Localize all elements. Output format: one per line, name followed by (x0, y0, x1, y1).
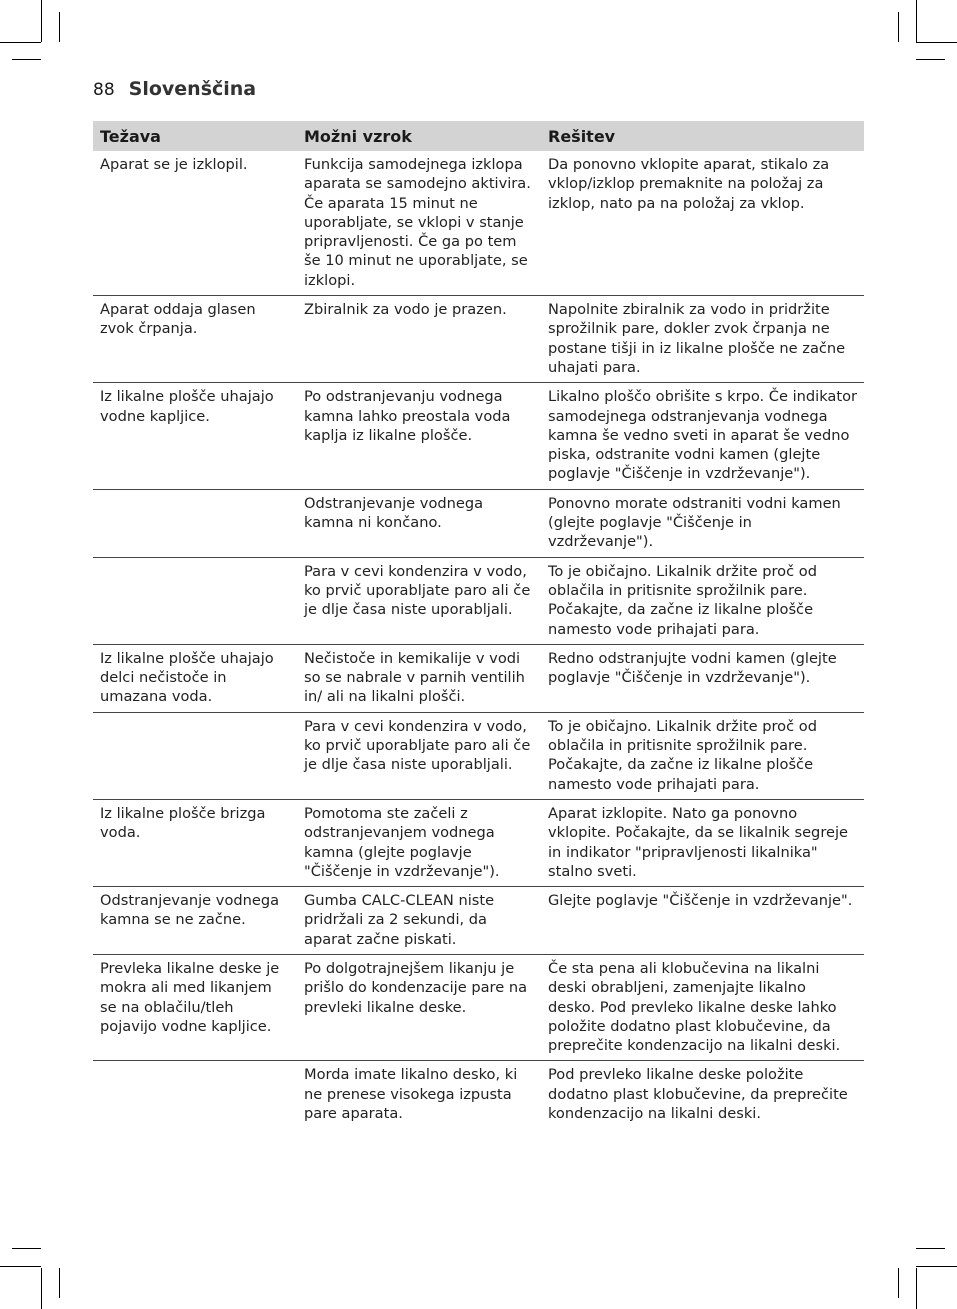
cell-cause: Para v cevi kondenzira v vodo, ko prvič uporabljate paro ali če je dlje časa niste uporabljali. (297, 712, 541, 799)
crop-mark (41, 0, 42, 42)
cell-problem: Prevleka likalne deske je mokra ali med likanjem se na oblačilu/tleh pojavijo vodne kapljice. (93, 954, 297, 1060)
cell-solution: Če sta pena ali klobučevina na likalni deski obrabljeni, zamenjajte likalno desko. Pod prevleko likalne deske lahko položite dodatno plast klobučevine, da preprečite kondenzacijo na likalni deski. (541, 954, 864, 1060)
cell-problem: Odstranjevanje vodnega kamna se ne začne. (93, 887, 297, 955)
crop-mark (898, 1268, 899, 1298)
cell-cause: Gumba CALC-CLEAN niste pridržali za 2 sekundi, da aparat začne piskati. (297, 887, 541, 955)
crop-mark (916, 42, 957, 43)
cell-solution: Aparat izklopite. Nato ga ponovno vklopite. Počakajte, da se likalnik segreje in indikator "pripravljenosti likalnika" stalno sveti. (541, 799, 864, 886)
cell-cause: Odstranjevanje vodnega kamna ni končano. (297, 489, 541, 557)
page-number: 88 (93, 80, 115, 100)
table-row (93, 296, 864, 383)
crop-mark (916, 1268, 917, 1309)
page-language-title: Slovenščina (128, 78, 257, 100)
table-row (93, 644, 864, 712)
cell-cause: Po dolgotrajnejšem likanju je prišlo do kondenzacije pare na prevleki likalne deske. (297, 954, 541, 1060)
cell-solution: Pod prevleko likalne deske položite dodatno plast klobučevine, da preprečite kondenzacijo na likalni deski. (541, 1061, 864, 1128)
crop-mark (12, 1248, 41, 1249)
cell-cause: Pomotoma ste začeli z odstranjevanjem vodnega kamna (glejte poglavje "Čiščenje in vzdrževanje"). (297, 799, 541, 886)
cell-cause: Para v cevi kondenzira v vodo, ko prvič uporabljate paro ali če je dlje časa niste uporabljali. (297, 557, 541, 644)
crop-mark (916, 59, 945, 60)
cell-solution: Ponovno morate odstraniti vodni kamen (glejte poglavje "Čiščenje in vzdrževanje"). (541, 489, 864, 557)
table-row (93, 954, 864, 1060)
cell-problem (93, 557, 297, 644)
table-row (93, 1061, 864, 1128)
table-row (93, 799, 864, 886)
cell-problem: Aparat oddaja glasen zvok črpanja. (93, 296, 297, 383)
cell-solution: Redno odstranjujte vodni kamen (glejte poglavje "Čiščenje in vzdrževanje"). (541, 644, 864, 712)
column-header-cause: Možni vzrok (297, 121, 541, 151)
crop-mark (898, 12, 899, 42)
crop-mark (59, 12, 60, 42)
cell-cause: Morda imate likalno desko, ki ne prenese visokega izpusta pare aparata. (297, 1061, 541, 1128)
cell-solution: Glejte poglavje "Čiščenje in vzdrževanje". (541, 887, 864, 955)
table-row (93, 887, 864, 955)
crop-mark (916, 1248, 945, 1249)
cell-problem: Iz likalne plošče uhajajo vodne kapljice. (93, 383, 297, 489)
table-row (93, 151, 864, 296)
table-header-row (93, 121, 864, 151)
troubleshooting-table (93, 121, 864, 1128)
crop-mark (12, 59, 41, 60)
cell-cause: Zbiralnik za vodo je prazen. (297, 296, 541, 383)
table-row (93, 557, 864, 644)
crop-mark (41, 1268, 42, 1309)
cell-solution: Da ponovno vklopite aparat, stikalo za vklop/izklop premaknite na položaj za izklop, nato pa na položaj za vklop. (548, 156, 830, 212)
cell-problem (93, 1061, 297, 1128)
cell-problem (93, 712, 297, 799)
crop-mark (916, 0, 917, 42)
cell-solution: To je običajno. Likalnik držite proč od oblačila in pritisnite sprožilnik pare. Počakajte, da začne iz likalne plošče namesto vode prihajati para. (541, 712, 864, 799)
crop-mark (916, 1266, 957, 1267)
crop-mark (0, 42, 41, 43)
cell-problem (93, 489, 297, 557)
crop-mark (0, 1266, 41, 1267)
table-row (93, 383, 864, 489)
cell-solution: To je običajno. Likalnik držite proč od oblačila in pritisnite sprožilnik pare. Počakajte, da začne iz likalne plošče namesto vode prihajati para. (541, 557, 864, 644)
cell-problem: Iz likalne plošče brizga voda. (93, 799, 297, 886)
column-header-problem: Težava (93, 121, 297, 151)
table-row (93, 712, 864, 799)
crop-mark (59, 1268, 60, 1298)
column-header-solution: Rešitev (541, 121, 864, 151)
page-header (93, 78, 256, 100)
table-row (93, 489, 864, 557)
cell-cause: Po odstranjevanju vodnega kamna lahko preostala voda kaplja iz likalne plošče. (297, 383, 541, 489)
cell-problem: Iz likalne plošče uhajajo delci nečistoče in umazana voda. (93, 644, 297, 712)
cell-cause: Nečistoče in kemikalije v vodi so se nabrale v parnih ventilih in/ ali na likalni plošči. (297, 644, 541, 712)
cell-cause: Funkcija samodejnega izklopa aparata se samodejno aktivira. Če aparata 15 minut ne uporabljate, se vklopi v stanje pripravljenosti. Če ga po tem še 10 minut ne uporabljate, se izklopi. (304, 156, 531, 289)
cell-solution: Likalno ploščo obrišite s krpo. Če indikator samodejnega odstranjevanja vodnega kamna še vedno sveti in aparat še vedno piska, odstranite vodni kamen (glejte poglavje "Čiščenje in vzdrževanje"). (541, 383, 864, 489)
cell-solution: Napolnite zbiralnik za vodo in pridržite sprožilnik pare, dokler zvok črpanja ne postane tišji in iz likalne plošče ne začne uhajati para. (541, 296, 864, 383)
cell-problem: Aparat se je izklopil. (100, 156, 248, 173)
